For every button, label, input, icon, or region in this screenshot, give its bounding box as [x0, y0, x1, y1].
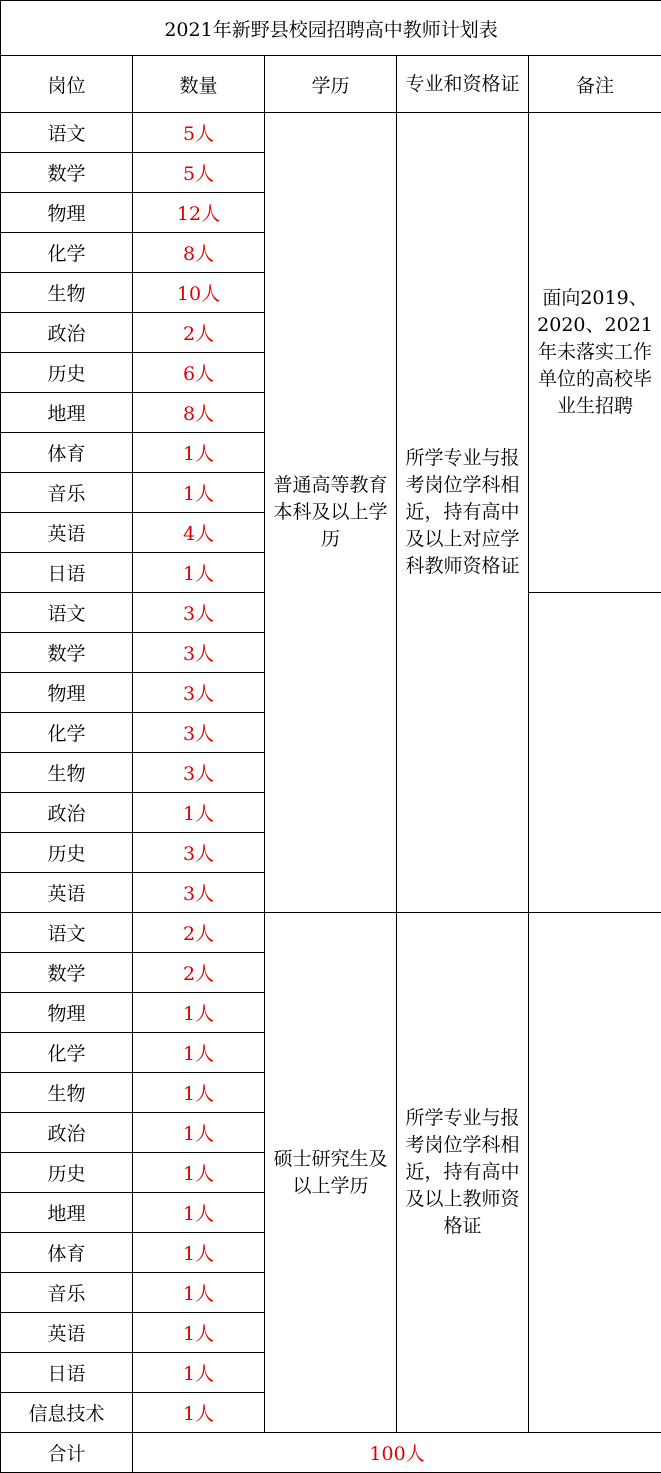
position-cell: 生物	[1, 273, 133, 313]
header-quantity: 数量	[133, 56, 265, 113]
total-value: 100人	[133, 1433, 661, 1473]
position-cell: 数学	[1, 633, 133, 673]
quantity-cell: 1人	[133, 1233, 265, 1273]
quantity-cell: 1人	[133, 1073, 265, 1113]
position-cell: 历史	[1, 1153, 133, 1193]
position-cell: 化学	[1, 1033, 133, 1073]
quantity-cell: 1人	[133, 473, 265, 513]
position-cell: 化学	[1, 713, 133, 753]
total-row	[1, 1433, 661, 1473]
position-cell: 音乐	[1, 473, 133, 513]
quantity-cell: 4人	[133, 513, 265, 553]
quantity-cell: 8人	[133, 393, 265, 433]
header-position: 岗位	[1, 56, 133, 113]
position-cell: 日语	[1, 553, 133, 593]
position-cell: 历史	[1, 833, 133, 873]
education-cell: 硕士研究生及以上学历	[265, 913, 397, 1433]
position-cell: 日语	[1, 1353, 133, 1393]
quantity-cell: 10人	[133, 273, 265, 313]
position-cell: 生物	[1, 1073, 133, 1113]
position-cell: 信息技术	[1, 1393, 133, 1433]
header-education: 学历	[265, 56, 397, 113]
quantity-cell: 1人	[133, 1033, 265, 1073]
quantity-cell: 1人	[133, 1393, 265, 1433]
table-row	[1, 113, 661, 153]
position-cell: 语文	[1, 913, 133, 953]
quantity-cell: 1人	[133, 1313, 265, 1353]
quantity-cell: 1人	[133, 1353, 265, 1393]
quantity-cell: 3人	[133, 873, 265, 913]
quantity-cell: 8人	[133, 233, 265, 273]
position-cell: 物理	[1, 193, 133, 233]
quantity-cell: 1人	[133, 1193, 265, 1233]
header-major: 专业和资格证	[397, 56, 529, 113]
position-cell: 体育	[1, 1233, 133, 1273]
quantity-cell: 3人	[133, 833, 265, 873]
position-cell: 物理	[1, 993, 133, 1033]
position-cell: 英语	[1, 1313, 133, 1353]
quantity-cell: 1人	[133, 993, 265, 1033]
position-cell: 地理	[1, 393, 133, 433]
position-cell: 英语	[1, 513, 133, 553]
position-cell: 物理	[1, 673, 133, 713]
total-label: 合计	[1, 1433, 133, 1473]
quantity-cell: 3人	[133, 633, 265, 673]
position-cell: 地理	[1, 1193, 133, 1233]
position-cell: 音乐	[1, 1273, 133, 1313]
position-cell: 语文	[1, 593, 133, 633]
quantity-cell: 3人	[133, 713, 265, 753]
position-cell: 语文	[1, 113, 133, 153]
quantity-cell: 2人	[133, 313, 265, 353]
quantity-cell: 3人	[133, 753, 265, 793]
table-row	[1, 913, 661, 953]
position-cell: 政治	[1, 313, 133, 353]
quantity-cell: 12人	[133, 193, 265, 233]
remarks-cell: 面向2019、2020、2021年未落实工作单位的高校毕业生招聘	[529, 113, 661, 593]
quantity-cell: 6人	[133, 353, 265, 393]
quantity-cell: 2人	[133, 913, 265, 953]
quantity-cell: 3人	[133, 673, 265, 713]
position-cell: 政治	[1, 793, 133, 833]
quantity-cell: 1人	[133, 433, 265, 473]
quantity-cell: 1人	[133, 553, 265, 593]
remarks-cell	[529, 913, 661, 1433]
quantity-cell: 1人	[133, 793, 265, 833]
table-title: 2021年新野县校园招聘高中教师计划表	[1, 1, 661, 56]
quantity-cell: 2人	[133, 953, 265, 993]
major-cell: 所学专业与报考岗位学科相近，持有高中及以上对应学科教师资格证	[397, 113, 529, 913]
position-cell: 政治	[1, 1113, 133, 1153]
position-cell: 生物	[1, 753, 133, 793]
position-cell: 数学	[1, 153, 133, 193]
position-cell: 体育	[1, 433, 133, 473]
education-cell: 普通高等教育本科及以上学历	[265, 113, 397, 913]
remarks-cell-empty	[529, 593, 661, 913]
quantity-cell: 1人	[133, 1113, 265, 1153]
major-cell: 所学专业与报考岗位学科相近，持有高中及以上教师资格证	[397, 913, 529, 1433]
quantity-cell: 5人	[133, 113, 265, 153]
quantity-cell: 1人	[133, 1153, 265, 1193]
position-cell: 历史	[1, 353, 133, 393]
position-cell: 英语	[1, 873, 133, 913]
position-cell: 数学	[1, 953, 133, 993]
quantity-cell: 5人	[133, 153, 265, 193]
quantity-cell: 1人	[133, 1273, 265, 1313]
position-cell: 化学	[1, 233, 133, 273]
header-remarks: 备注	[529, 56, 661, 113]
quantity-cell: 3人	[133, 593, 265, 633]
